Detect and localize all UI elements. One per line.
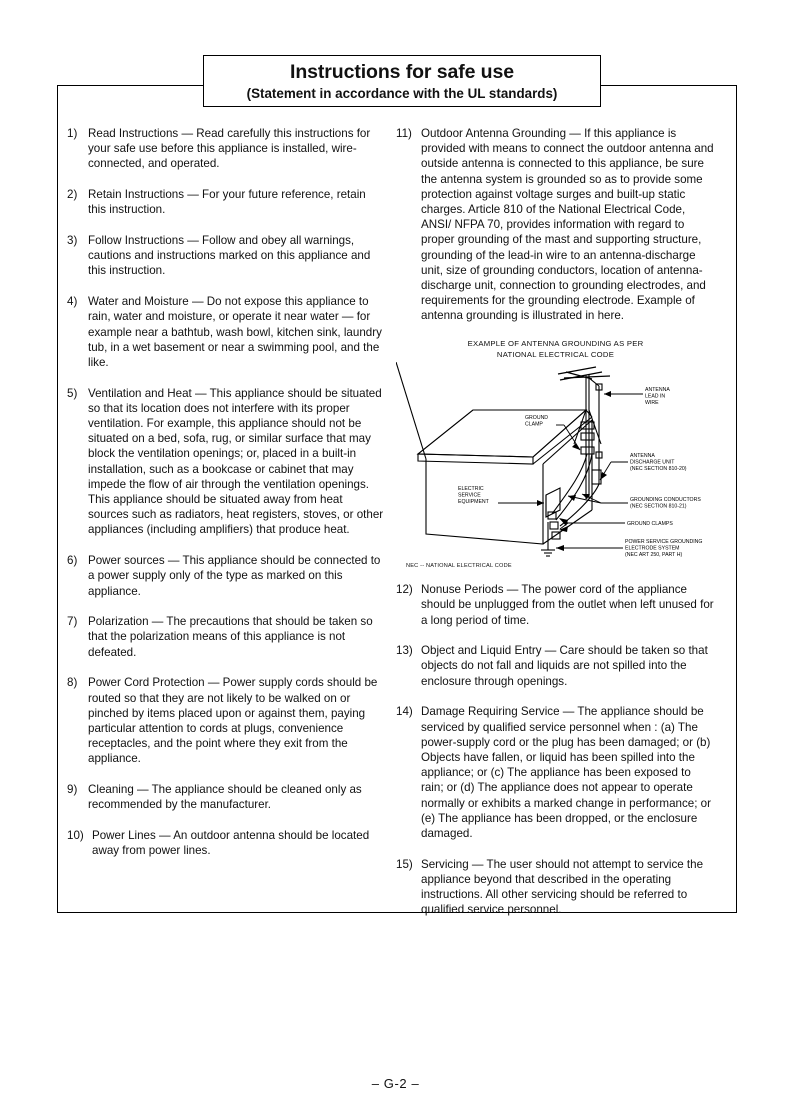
label-electric-service-equipment-2: SERVICE [458, 492, 481, 499]
instruction-item [396, 582, 715, 628]
instruction-item-number: 9) [67, 783, 78, 797]
instruction-item-text: Power sources — This appliance should be connected to a power supply only of the type as marked on this appliance. [88, 554, 381, 598]
instruction-item [67, 187, 386, 217]
house-roof-shape [418, 410, 592, 464]
label-antenna-lead-in-wire-1: ANTENNA [645, 387, 670, 394]
label-electric-service-equipment-3: EQUIPMENT [458, 499, 489, 506]
right-column [396, 126, 715, 933]
label-antenna-discharge-unit-1: ANTENNA [630, 453, 655, 460]
diagram-footnote: NEC -- NATIONAL ELECTRICAL CODE [406, 563, 512, 570]
instruction-item [67, 553, 386, 599]
instruction-item-text: Retain Instructions — For your future reference, retain this instruction. [88, 188, 366, 217]
instruction-item [67, 126, 386, 172]
instruction-item-number: 5) [67, 386, 78, 400]
instruction-item-text: Follow Instructions — Follow and obey all warnings, cautions and instructions marked on this appliance and this instruction. [88, 234, 371, 278]
instruction-item [396, 704, 715, 841]
instruction-item [67, 386, 386, 538]
instruction-item [67, 294, 386, 370]
diagram-caption [396, 339, 715, 360]
instruction-item-text: Power Cord Protection — Power supply cords should be routed so that they are not likely to be walked on or pinched by items placed upon or against them, paying particular attention to cords at plugs, convenience receptacles, and the point where they exit from the appliance. [88, 676, 378, 766]
instruction-item-text: Power Lines — An outdoor antenna should be located away from power lines. [92, 829, 370, 858]
instruction-item-number: 12) [396, 583, 413, 597]
antenna-elements-icon [558, 367, 610, 380]
instruction-item-number: 6) [67, 554, 78, 568]
page-border-frame [57, 85, 737, 917]
instruction-item-text: Ventilation and Heat — This appliance should be situated so that its location does not interfere with its proper ventilation. For example, this appliance should not be situated on a bed, sofa, rug, or similar surface that may block the ventilation openings; or, placed in a built-in installation, such as a bookcase or cabinet that may impede the flow of air through the ventilation openings. This appliance should be situated away from heat sources such as radiators, heat registers, stoves, or other appliances (including amplifiers) that produce heat. [88, 386, 384, 537]
antenna-mast-icon [586, 375, 589, 499]
label-antenna-lead-in-wire-3: WIRE [645, 400, 659, 407]
label-antenna-discharge-unit-3: (NEC SECTION 810-20) [630, 466, 687, 473]
instruction-item-text: Damage Requiring Service — The appliance should be serviced by qualified service personnel when : (a) The power-supply cord or the plug has been damaged; or (b) Objects have fallen, or liquid has been spilled into the appliance; or (c) The appliance has been exposed to rain; or (d) The appliance does not appear to operate normally or exhibits a marked change in performance; or (e) The appliance has been dropped, or the enclosure damaged. [421, 705, 711, 840]
instruction-item [396, 857, 715, 918]
instruction-item [67, 614, 386, 660]
mast-support-lines [574, 410, 601, 444]
instruction-item-number: 8) [67, 676, 78, 690]
label-antenna-discharge-unit-2: DISCHARGE UNIT [630, 459, 675, 466]
instruction-item-number: 11) [396, 127, 412, 140]
right-column-items-before-diagram [396, 126, 715, 324]
instruction-item [396, 126, 715, 324]
instruction-item-number: 3) [67, 234, 78, 248]
wall-ground-clamp-icons [548, 512, 560, 539]
antenna-lead-in-wire-path [589, 378, 602, 484]
label-grounding-conductors-1: GROUNDING CONDUCTORS [630, 497, 701, 504]
left-column [67, 126, 386, 874]
instruction-item-number: 4) [67, 295, 78, 309]
label-power-service-grounding-1: POWER SERVICE GROUNDING [625, 539, 703, 546]
instruction-item-text: Read Instructions — Read carefully this instructions for your safe use before this appliance is installed, wire-connected, and operated. [88, 127, 371, 171]
instruction-item [67, 782, 386, 812]
instruction-item-number: 15) [396, 857, 413, 871]
page-subtitle: (Statement in accordance with the UL standards) [246, 86, 558, 101]
label-electric-service-equipment-1: ELECTRIC [458, 486, 484, 493]
instruction-item-text: Water and Moisture — Do not expose this appliance to rain, water and moisture, or operate it near water — for example near a bathtub, wash bowl, kitchen sink, laundry tub, in a wet basement or near a swimming pool, and the like. [88, 295, 382, 369]
antenna-grounding-diagram [396, 339, 715, 569]
instruction-item-number: 13) [396, 644, 413, 658]
title-box [203, 55, 601, 107]
house-ridge-lines [418, 410, 473, 454]
page-title: Instructions for safe use [290, 61, 514, 83]
label-power-service-grounding-3: (NEC ART 250, PART H) [625, 552, 683, 559]
instruction-item-number: 1) [67, 127, 78, 140]
diagram-illustration [396, 362, 715, 562]
diagram-caption-line-2: NATIONAL ELECTRICAL CODE [496, 349, 615, 359]
instruction-item-number: 7) [67, 615, 78, 629]
label-grounding-conductors-2: (NEC SECTION 810-21) [630, 503, 687, 510]
label-ground-clamp-1: GROUND [525, 415, 549, 422]
instruction-item [396, 643, 715, 689]
antenna-discharge-unit-icon [592, 470, 601, 484]
instruction-item [67, 233, 386, 279]
page-number-label: – G-2 – [371, 1076, 420, 1091]
instruction-item-text: Servicing — The user should not attempt to service the appliance beyond that described in the operating instructions. All other servicing should be referred to qualified service personnel. [421, 857, 704, 917]
label-ground-clamps: GROUND CLAMPS [627, 521, 673, 528]
instruction-item [67, 675, 386, 766]
callout-leader-lines [498, 391, 643, 551]
diagram-caption-line-1: EXAMPLE OF ANTENNA GROUNDING AS PER [467, 339, 644, 349]
instruction-item-number: 14) [396, 705, 413, 719]
instruction-item-number: 2) [67, 188, 78, 202]
instruction-item-text: Object and Liquid Entry — Care should be taken so that objects do not fall and liquids are not spilled into the enclosure through openings. [421, 644, 708, 688]
label-power-service-grounding-2: ELECTRODE SYSTEM [625, 545, 680, 552]
label-ground-clamp-2: CLAMP [525, 421, 543, 428]
right-column-items-after-diagram [396, 582, 715, 917]
antenna-house-svg [396, 362, 715, 562]
label-antenna-lead-in-wire-2: LEAD IN [645, 393, 666, 400]
instruction-item-text: Cleaning — The appliance should be cleaned only as recommended by the manufacturer. [88, 783, 362, 812]
instruction-item-number: 10) [67, 829, 84, 843]
content-columns [58, 86, 738, 917]
page-footer [0, 1076, 791, 1091]
instruction-item-text: Outdoor Antenna Grounding — If this appliance is provided with means to connect the outdoor antenna and outside antenna is connected to this appliance, be sure the antenna system is grounded so as to provide some protection against voltage surges and built-up static charges. Article 810 of the National Electrical Code, ANSI/ NFPA 70, provides information with regard to proper grounding of the mast and supporting structure, grounding of the lead-in wire to an antenna-discharge unit, size of grounding conductors, location of antenna-discharge unit, connection to grounding electrodes, and requirements for the grounding electrode. Example of antenna grounding is illustrated in here. [421, 127, 714, 323]
instruction-item [67, 828, 386, 858]
house-walls-shape [396, 362, 592, 544]
instruction-item-text: Nonuse Periods — The power cord of the appliance should be unplugged from the outlet when left unused for a long period of time. [421, 583, 714, 627]
instruction-item-text: Polarization — The precautions that should be taken so that the polarization means of this appliance is not defeated. [88, 615, 373, 659]
